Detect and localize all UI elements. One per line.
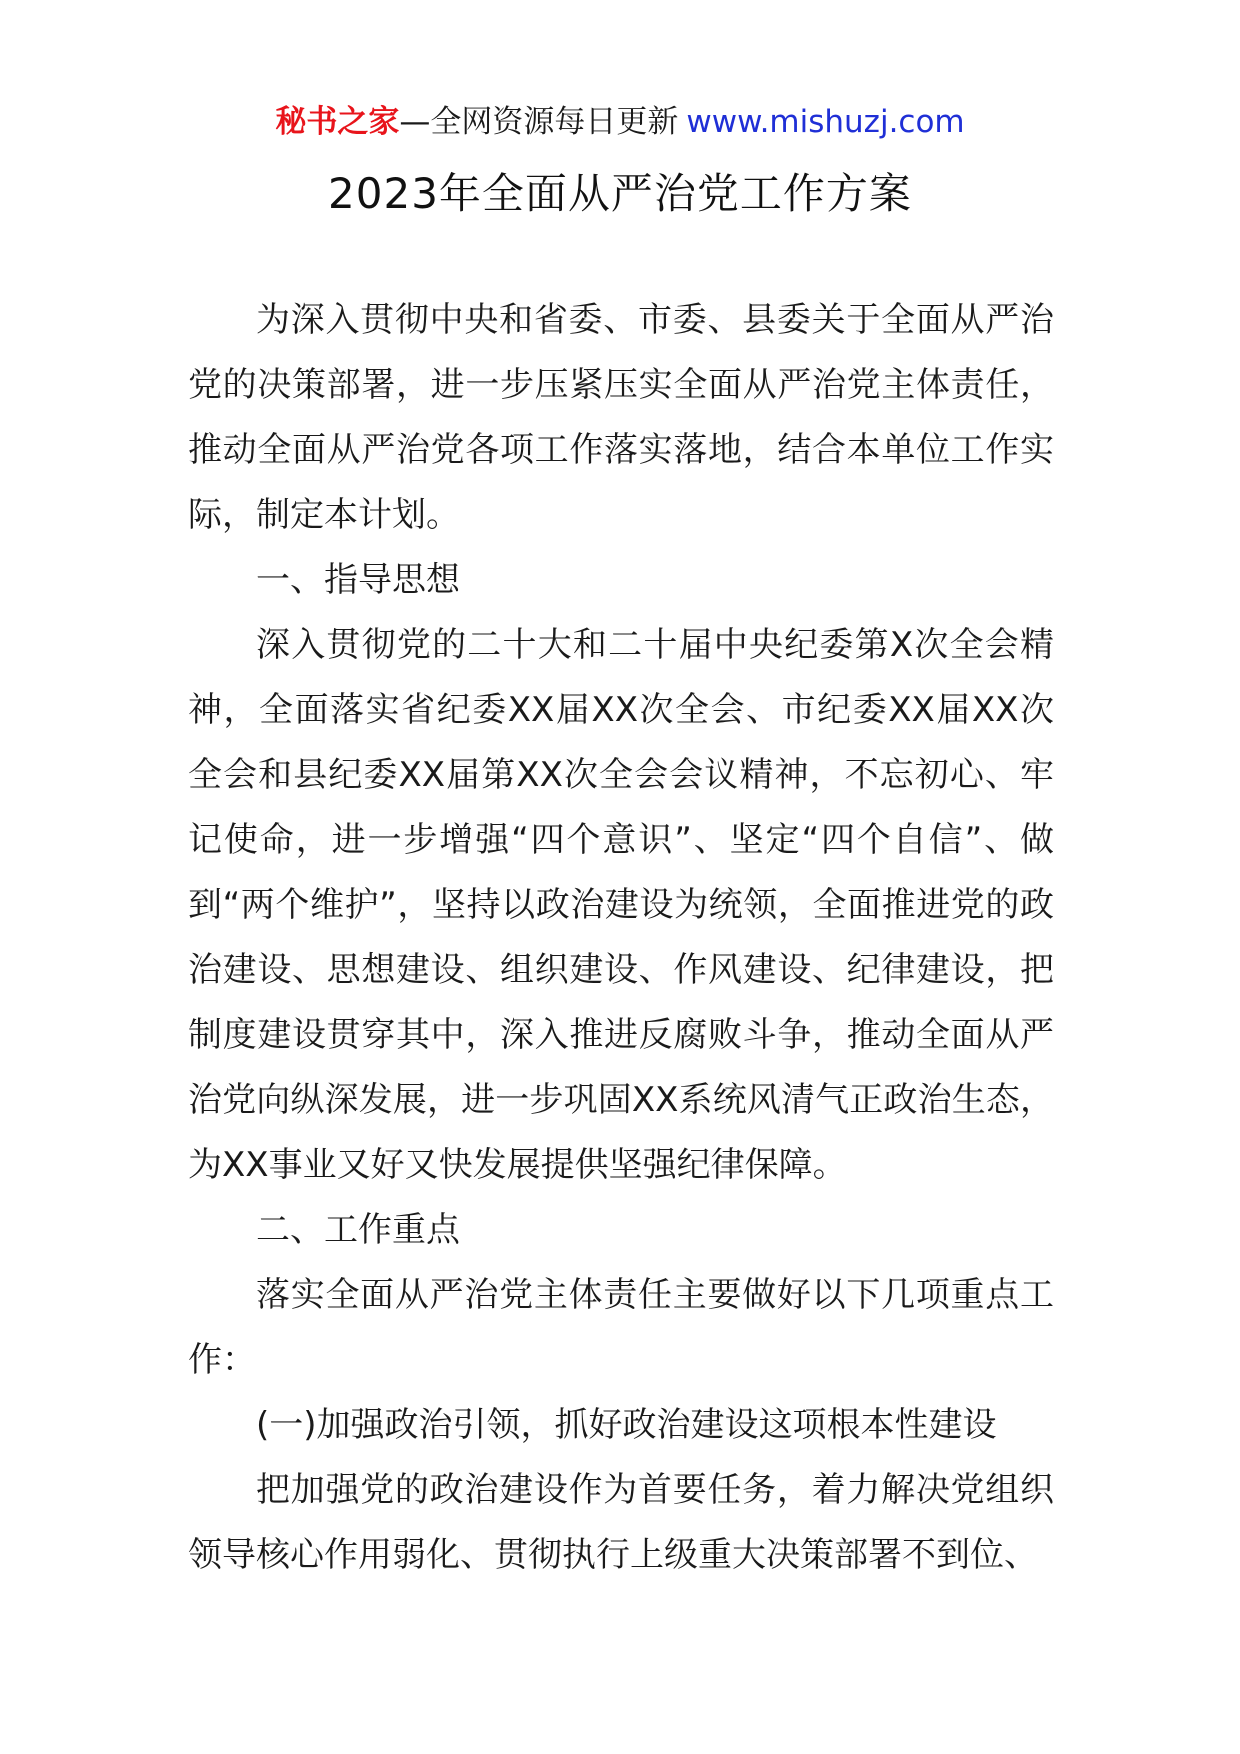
site-header <box>0 100 1240 144</box>
document-title: 2023年全面从严治党工作方案 <box>328 169 912 218</box>
document-body <box>188 288 1054 1588</box>
guiding-ideology-paragraph: 深入贯彻党的二十大和二十届中央纪委第X次全会精神，全面落实省纪委XX届XX次全会、市纪委XX届XX次全会和县纪委XX届第XX次全会会议精神，不忘初心、牢记使命，进一步增强“四个意识”、坚定“四个自信”、做到“两个维护”，坚持以政治建设为统领，全面推进党的政治建设、思想建设、组织建设、作风建设、纪律建设，把制度建设贯穿其中，深入推进反腐败斗争，推动全面从严治党向纵深发展，进一步巩固XX系统风清气正政治生态，为XX事业又好又快发展提供坚强纪律保障。 <box>188 625 1054 1185</box>
political-leadership-paragraph: 把加强党的政治建设作为首要任务，着力解决党组织领导核心作用弱化、贯彻执行上级重大决策部署不到位、 <box>188 1470 1054 1575</box>
section-heading-work-focus: 二、工作重点 <box>256 1210 460 1250</box>
work-focus-intro-paragraph: 落实全面从严治党主体责任主要做好以下几项重点工作： <box>188 1275 1054 1380</box>
subsection-heading-political-leadership: (一)加强政治引领，抓好政治建设这项根本性建设 <box>256 1405 997 1445</box>
section-heading-guiding-ideology: 一、指导思想 <box>256 560 460 600</box>
intro-paragraph: 为深入贯彻中央和省委、市委、县委关于全面从严治党的决策部署，进一步压紧压实全面从严治党主体责任，推动全面从严治党各项工作落实落地，结合本单位工作实际，制定本计划。 <box>188 300 1054 535</box>
brand-name: 秘书之家 <box>275 104 400 140</box>
site-url-link[interactable]: www.mishuzj.com <box>686 104 965 140</box>
header-slogan: —全网资源每日更新 <box>399 104 679 140</box>
